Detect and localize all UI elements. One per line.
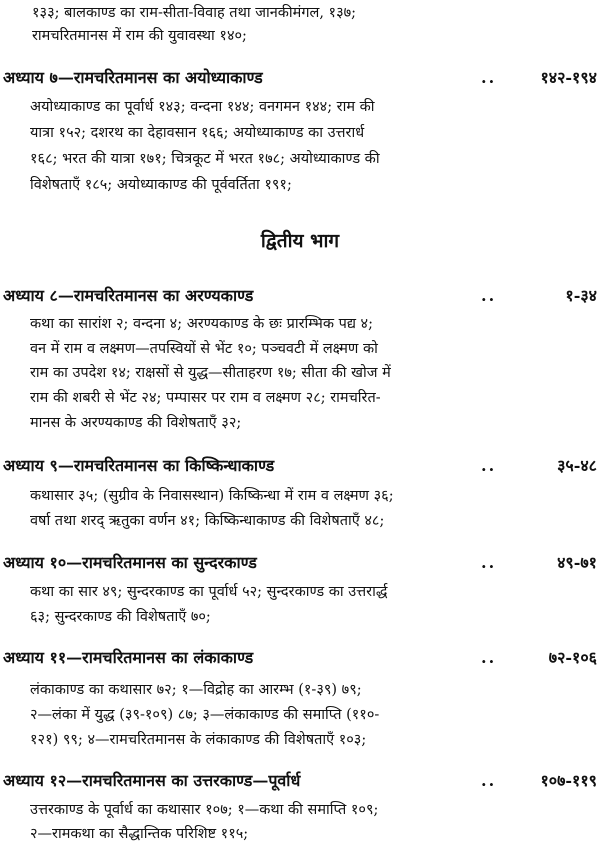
chapter-heading-7 bbox=[3, 67, 597, 89]
chapter-subentries-line: वर्षा तथा शरद् ऋतुका वर्णन ४१; किष्किन्धाकाण्ड की विशेषताएँ ४८; bbox=[30, 513, 385, 529]
chapter-subentries-line: राम की शबरी से भेंट २४; पम्पासर पर राम व लक्ष्मण २८; रामचरित- bbox=[30, 390, 381, 406]
chapter-heading-12 bbox=[3, 770, 597, 792]
page-range: ४९-७१ bbox=[557, 553, 597, 572]
chapter-subentries-line: कथा का सारांश २; वन्दना ४; अरण्यकाण्ड के छः प्रारम्भिक पद्य ४; bbox=[30, 316, 373, 332]
chapter-subentries-line: २—लंका में युद्ध (३९-१०९) ८७; ३—लंकाकाण्ड की समाप्ति (११०- bbox=[30, 707, 380, 723]
page-range: १४२-१९४ bbox=[540, 68, 597, 87]
page-range: ३५-४८ bbox=[557, 456, 597, 475]
chapter-subentries-line: वन में राम व लक्ष्मण—तपस्वियों से भेंट १०; पञ्चवटी में लक्ष्मण को bbox=[30, 341, 378, 357]
leader-dots: .. bbox=[481, 648, 497, 667]
leader-dots: .. bbox=[481, 553, 497, 572]
chapter-subentries-line: विशेषताएँ १८५; अयोध्याकाण्ड की पूर्ववर्तिता १९१; bbox=[30, 177, 292, 193]
leader-dots: .. bbox=[481, 771, 497, 790]
chapter-title: अध्याय ११—रामचरितमानस का लंकाकाण्ड bbox=[3, 648, 254, 667]
continued-entry-line: १३३; बालकाण्ड का राम-सीता-विवाह तथा जानकीमंगल, १३७; bbox=[32, 5, 357, 21]
chapter-title: अध्याय ९—रामचरितमानस का किष्किन्धाकाण्ड bbox=[3, 456, 275, 475]
chapter-subentries-line: यात्रा १५२; दशरथ का देहावसान १६६; अयोध्याकाण्ड का उत्तरार्ध bbox=[30, 125, 365, 141]
chapter-subentries-line: राम का उपदेश १४; राक्षसों से युद्ध—सीताहरण १७; सीता की खोज में bbox=[30, 365, 391, 381]
chapter-title: अध्याय १२—रामचरितमानस का उत्तरकाण्ड—पूर्वार्ध bbox=[3, 771, 301, 790]
chapter-heading-9 bbox=[3, 455, 597, 477]
chapter-subentries-line: ६३; सुन्दरकाण्ड की विशेषताएँ ७०; bbox=[30, 609, 211, 625]
chapter-subentries-line: २—रामकथा का सैद्धान्तिक परिशिष्ट ११५; bbox=[30, 826, 249, 842]
leader-dots: .. bbox=[481, 286, 497, 305]
chapter-subentries-line: मानस के अरण्यकाण्ड की विशेषताएँ ३२; bbox=[30, 415, 242, 431]
chapter-heading-8 bbox=[3, 285, 597, 307]
chapter-subentries-line: १६८; भरत की यात्रा १७१; चित्रकूट में भरत १७८; अयोध्याकाण्ड की bbox=[30, 151, 380, 167]
chapter-subentries-line: कथा का सार ४९; सुन्दरकाण्ड का पूर्वार्ध ५२; सुन्दरकाण्ड का उत्तरार्द्ध bbox=[30, 584, 388, 600]
chapter-subentries-line: अयोध्याकाण्ड का पूर्वार्ध १४३; वन्दना १४४; वनगमन १४४; राम की bbox=[30, 99, 375, 115]
chapter-title: अध्याय ८—रामचरितमानस का अरण्यकाण्ड bbox=[3, 286, 254, 305]
page-range: ७२-१०६ bbox=[548, 648, 597, 667]
chapter-subentries-line: कथासार ३५; (सुग्रीव के निवासस्थान) किष्किन्धा में राम व लक्ष्मण ३६; bbox=[30, 488, 394, 504]
leader-dots: .. bbox=[481, 456, 497, 475]
part-heading: द्वितीय भाग bbox=[260, 230, 340, 252]
chapter-heading-11 bbox=[3, 647, 597, 669]
chapter-heading-10 bbox=[3, 552, 597, 574]
page-range: १-३४ bbox=[565, 286, 597, 305]
leader-dots: .. bbox=[481, 68, 497, 87]
chapter-title: अध्याय ७—रामचरितमानस का अयोध्याकाण्ड bbox=[3, 68, 263, 87]
page-range: १०७-११९ bbox=[540, 771, 597, 790]
chapter-subentries-line: उत्तरकाण्ड के पूर्वार्ध का कथासार १०७; १—कथा की समाप्ति १०९; bbox=[30, 802, 379, 818]
continued-entry-line: रामचरितमानस में राम की युवावस्था १४०; bbox=[32, 28, 247, 44]
chapter-title: अध्याय १०—रामचरितमानस का सुन्दरकाण्ड bbox=[3, 553, 257, 572]
chapter-subentries-line: १२१) ९९; ४—रामचरितमानस के लंकाकाण्ड की विशेषताएँ १०३; bbox=[30, 732, 367, 748]
chapter-subentries-line: लंकाकाण्ड का कथासार ७२; १—विद्रोह का आरम्भ (१-३९) ७९; bbox=[30, 682, 362, 698]
